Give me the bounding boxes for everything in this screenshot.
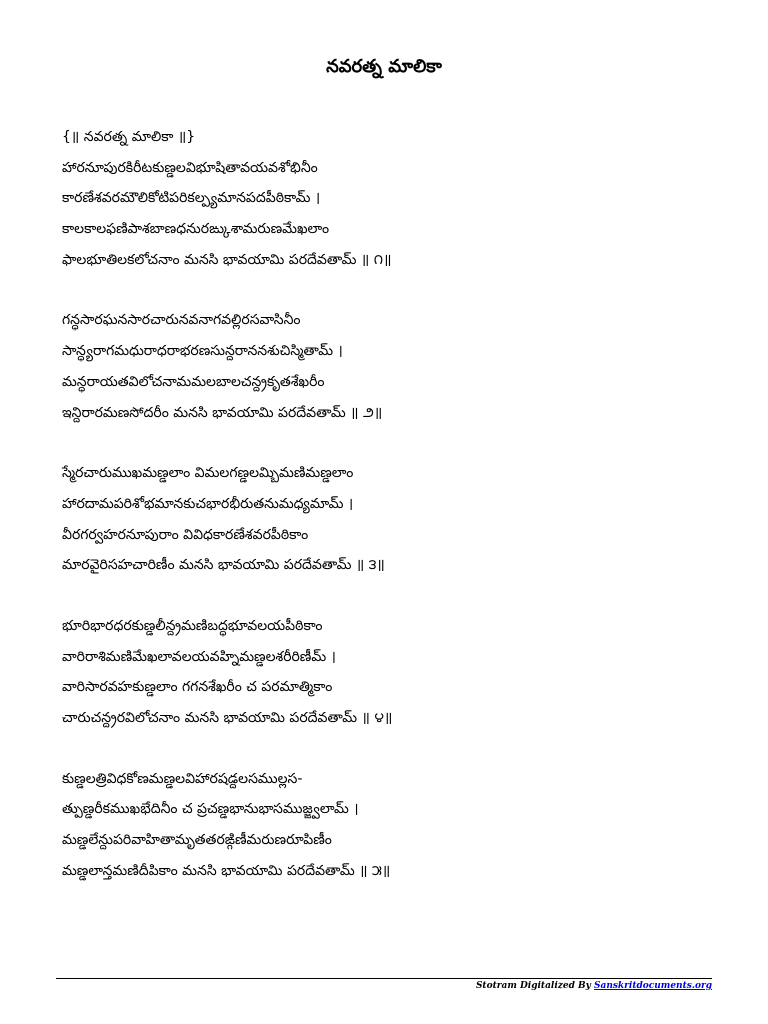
stanza-2 (62, 305, 742, 428)
footer-credit (476, 981, 712, 991)
verse-line: మణ్డలాన్తమణిదీపికాం మనసి భావయామి పరదేవతామ్ ॥ ౫॥ (62, 862, 391, 879)
stanza-gap (62, 581, 742, 611)
stanza-gap (62, 734, 742, 764)
verse-line: కారణేశవరమౌలికోటిపరికల్ప్యమానపదపీఠికామ్ । (62, 190, 321, 207)
verse-line: స్మేరచారుముఖమణ్డలాం విమలగణ్డలమ్బిమణిమణ్డలాం (62, 465, 354, 482)
stanza-4 (62, 611, 742, 734)
verse-line: మారవైరిసహచారిణీం మనసి భావయామి పరదేవతామ్ ॥ ౩॥ (62, 557, 385, 574)
verse-line: వారిరాశిమణిమేఖలావలయవహ్నిమణ్డలశరీరిణీమ్ । (62, 648, 336, 665)
verse-line: హారనూపురకిరీటకుణ్డలవిభూషితావయవశోభినీం (62, 159, 318, 176)
verse-line: హారదామపరిశోభమానకుచభారభీరుతనుమధ్యమామ్ । (62, 495, 354, 512)
verse-line: వీరగర్వహరనూపురాం వివిధకారణేశవరపీఠికాం (62, 526, 309, 543)
verse-line: త్పుణ్డరీకముఖభేదినీం చ ప్రచణ్డభానుభాసముజ్జ్వలామ్ । (62, 801, 359, 818)
verse-line: ఇన్దిరారమణసోదరీం మనసి భావయామి పరదేవతామ్ ॥ ౨॥ (62, 404, 383, 421)
stanza-gap (62, 275, 742, 305)
verse-line: {॥ నవరత్న మాలికా ॥} (62, 129, 196, 145)
footer-divider (56, 978, 712, 979)
verse-line: మన్ధరాయతవిలోచనామమలబాలచన్ద్రకృతశేఖరీం (62, 373, 325, 390)
verse-line: కుణ్డలత్రివిధకోణమణ్డలవిహారషడ్దలసముల్లస- (62, 770, 303, 787)
verse-line: సాన్ధ్యరాగమధురాధరాభరణసున్దరాననశుచిస్మితామ్ । (62, 343, 343, 360)
sanskritdocuments-link[interactable]: Sanskritdocuments.org (593, 981, 712, 991)
verse-line: వారిసారవహకుణ్డలాం గగనశేఖరీం చ పరమాత్మికాం (62, 679, 333, 696)
verse-line: మణ్డలేన్దుపరివాహితామృతతరఙ్గిణీమరుణరూపిణీం (62, 832, 332, 849)
stanza-gap (62, 428, 742, 458)
page-title: నవరత్న మాలికా (326, 56, 442, 77)
footer-credit-text: Stotram Digitalized By (475, 981, 594, 991)
verse-line: భూరిభారధరకుణ్డలీన్ద్రమణిబద్ధభూవలయపీఠికాం (62, 617, 323, 634)
stanza-5 (62, 764, 742, 887)
stanza-1 (62, 122, 742, 275)
verse-line: ఫాలభూతిలకలోచనాం మనసి భావయామి పరదేవతామ్ ॥ ౧॥ (62, 251, 392, 268)
stanza-3 (62, 458, 742, 581)
verse-line: చారుచన్ద్రరవిలోచనాం మనసి భావయామి పరదేవతామ్ ॥ ౪॥ (62, 710, 393, 726)
verse-line: గన్ధసారఘనసారచారునవనాగవల్లిరసవాసినీం (62, 312, 301, 329)
verse-line: కాలకాలఫణిపాశబాణధనురఙ్కుశామరుణమేఖలాం (62, 221, 330, 238)
verse-body (62, 122, 742, 886)
